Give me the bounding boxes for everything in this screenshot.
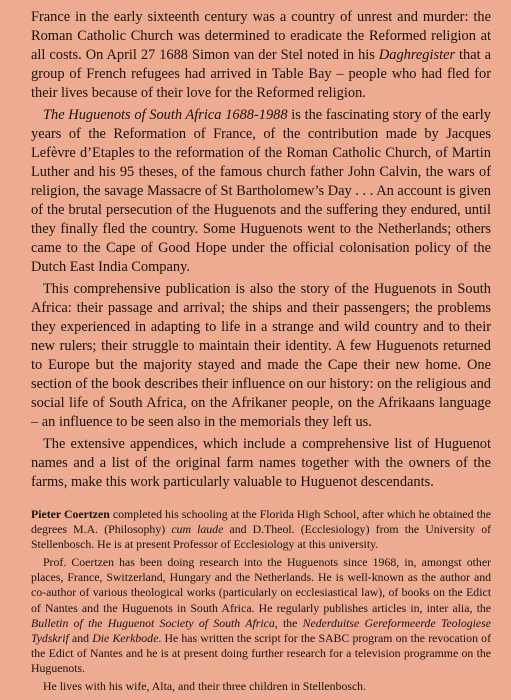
author-p2-text-d: . He has written the script for the SABC program on the revocation of the Edict of Nantes and he is at present doing further research for a television programme on the Huguenots. [31,630,491,675]
blurb-p2-text: is the fascinating story of the early years of the Reformation of France, of the contribution made by Jacques Lefèvre d’Etaples to the reformation of the Roman Catholic Church, of Martin Luther and his 95 theses, of the famous church father John Calvin, the wars of religion, the savage Massacre of St Bartholomew’s Day . . . An account is given of the brutal persecution of the Huguenots and the suffering they endured, until they finally fled the country. Some Huguenots went to the Netherlands; others came to the Cape of Good Hope under the official colonisation policy of the Dutch East India Company. [31,107,491,275]
author-p2-text-c: and [68,630,93,645]
book-blurb [31,8,491,492]
blurb-paragraph-2 [31,106,491,277]
author-paragraph-1 [31,507,491,552]
ngt-tydskrif-title: Nederduitse Gereformeerde Teologiese Tydskrif [31,615,491,645]
blurb-paragraph-4: The extensive appendices, which include a comprehensive list of Huguenot names and a list of the original farm names together with the owners of the farms, make this work particularly valuable to Huguenot descendants. [31,436,491,490]
author-bio [31,507,491,694]
author-p2-text-a: Prof. Coertzen has been doing research into the Huguenots since 1968, in, amongst other places, France, Switzerland, Hungary and the Netherlands. He is well-known as the author and co-author of various theological works (particularly on ecclesiastical law), of books on the Edict of Nantes and the Huguenots in South Africa. He regularly publishes articles in, inter alia, the [31,555,491,615]
blurb-p1-text: France in the early sixteenth century was a country of unrest and murder: the Roman Catholic Church was determined to eradicate the Reformed religion at all costs. On April 27 1688 Simon van der Stel noted in his [31,9,491,63]
book-title: The Huguenots of South Africa 1688-1988 [43,107,288,123]
kerkbode-title: Die Kerkbode [92,630,159,645]
author-name: Pieter Coertzen [31,507,110,521]
author-p1-text-a: completed his schooling at the Florida High School, after which he obtained the degrees M.A. (Philosophy) [31,507,491,537]
author-p2-text-b: , the [274,615,303,630]
blurb-paragraph-1 [31,8,491,103]
blurb-paragraph-3: This comprehensive publication is also the story of the Huguenots in South Africa: their passage and arrival; the ships and their passengers; the problems they experienced in adapting to life in a strange and wild country and to their new rulers; their struggle to maintain their identity. A few Huguenots returned to Europe but the majority stayed and made the Cape their new home. One section of the book describes their influence on our history: on the religious and social life of South Africa, on the Afrikaner people, on the Afrikaans language – an influence to be seen also in the memorials they left us. [31,281,491,430]
cum-laude-text: cum laude [171,522,224,537]
author-paragraph-2 [31,555,491,676]
daghregister-title: Daghregister [378,47,456,63]
author-paragraph-3: He lives with his wife, Alta, and their three children in Stellenbosch. [43,679,367,694]
bulletin-title: Bulletin of the Huguenot Society of South Africa [31,615,275,630]
blurb-p1-end-text: that a group of French refugees had arrived in Table Bay – people who had fled for their lives because of their love for the Reformed religion. [31,47,491,101]
author-p1-text-b: and D.Theol. (Ecclesiology) from the University of Stellenbosch. He is at present Professor of Ecclesiology at this university. [31,522,492,552]
